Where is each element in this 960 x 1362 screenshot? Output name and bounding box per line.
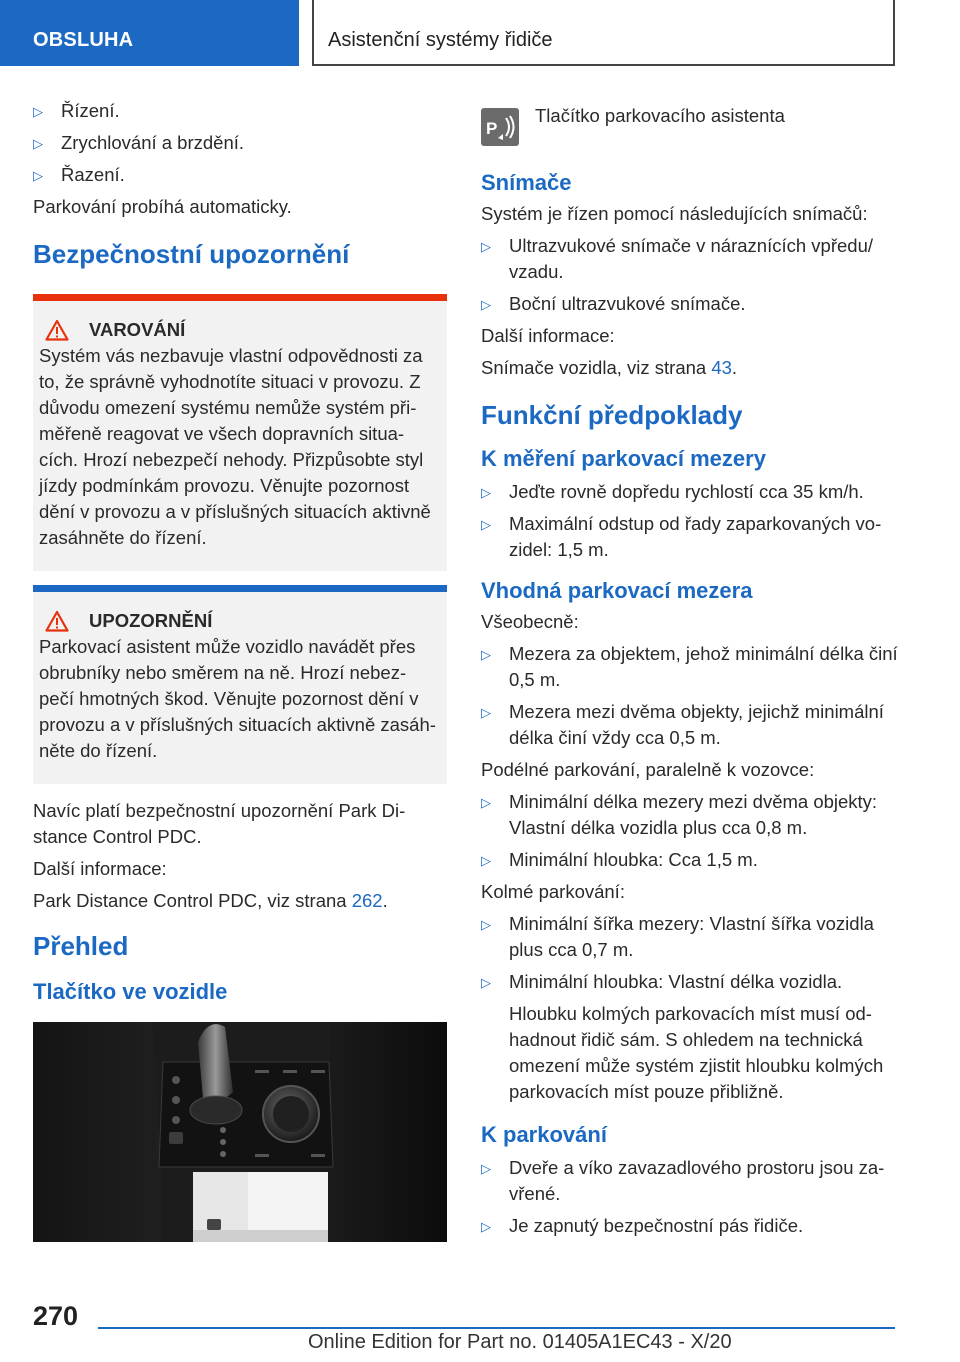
paragraph-parallel: Podélné parkování, paralelně k vozovce: (481, 759, 815, 780)
console-photo (33, 1022, 447, 1242)
paragraph-reference: Snímače vozidla, viz strana 43. (481, 357, 738, 378)
perpendicular-list (481, 911, 901, 995)
triangle-bullet-icon: ▷ (33, 168, 43, 183)
triangle-bullet-icon: ▷ (33, 104, 43, 119)
triangle-bullet-icon: ▷ (481, 1161, 491, 1176)
triangle-bullet-icon: ▷ (481, 647, 491, 662)
triangle-bullet-icon: ▷ (481, 975, 491, 990)
warning-triangle-icon (45, 610, 69, 632)
sensor-list (481, 233, 901, 317)
heading-functional: Funkční předpoklady (481, 400, 743, 430)
page-link-43[interactable]: 43 (711, 357, 732, 378)
paragraph-auto: Parkování probíhá automaticky. (33, 196, 292, 217)
list-item: ▷ Minimální hloubka: Vlastní délka vozidla. (481, 969, 901, 995)
paragraph-sensors: Systém je řízen pomocí následujících snímačů: (481, 203, 868, 224)
list-item: ▷ Minimální délka mezery mezi dvěma objekty: Vlastní délka vozidla plus cca 0,8 m. (481, 791, 878, 838)
triangle-bullet-icon: ▷ (481, 705, 491, 720)
notice-title: UPOZORNĚNÍ (39, 610, 439, 632)
notice-text: Parkovací asistent může vozidlo navádět přes obrubníky nebo směrem na ně. Hrozí nebez- pečí hmotných škod. Věnujte pozornost dění v provozu a v příslušných situacích aktivně zasáh- něte do řízení. (39, 636, 436, 761)
list-item: ▷ Minimální hloubka: Cca 1,5 m. (481, 847, 901, 873)
list-item: ▷ Mezera za objektem, jehož minimální délka činí 0,5 m. (481, 643, 898, 690)
paragraph-perpendicular-note: Hloubku kolmých parkovacích míst musí od- hadnout řidič sám. S ohledem na technická omezení může systém zjistit hloubku kolmých parkovacích míst pouze přibližně. (509, 1003, 884, 1102)
paragraph-more-info: Další informace: (481, 325, 615, 346)
edition-footer: Online Edition for Part no. 01405A1EC43 - X/20 (308, 1331, 732, 1353)
heading-button: Tlačítko ve vozidle (33, 979, 228, 1004)
list-item: ▷ Řízení. (33, 98, 447, 124)
button-caption: Tlačítko parkovacího asistenta (535, 105, 785, 126)
notice-box (33, 585, 447, 784)
parallel-list (481, 789, 901, 873)
page-number: 270 (33, 1301, 79, 1331)
page-link-262[interactable]: 262 (351, 890, 383, 911)
parking-assistant-button-icon (481, 108, 519, 146)
section-tab: OBSLUHA (0, 0, 299, 66)
button-caption-row (481, 96, 901, 146)
measure-list (481, 479, 901, 563)
triangle-bullet-icon: ▷ (33, 136, 43, 151)
heading-safety: Bezpečnostní upozornění (33, 239, 350, 269)
footer-divider (98, 1327, 895, 1329)
list-item: ▷ Dveře a víko zavazadlového prostoru jsou za- vřené. (481, 1157, 885, 1204)
paragraph-more-info: Další informace: (33, 858, 167, 879)
center-console-image (33, 1022, 447, 1242)
parking-list (481, 1155, 901, 1239)
list-item: ▷ Minimální šířka mezery: Vlastní šířka vozidla plus cca 0,7 m. (481, 913, 874, 960)
control-list (33, 98, 447, 188)
triangle-bullet-icon: ▷ (481, 517, 491, 532)
triangle-bullet-icon: ▷ (481, 917, 491, 932)
warning-box (33, 294, 447, 571)
warning-text: Systém vás nezbavuje vlastní odpovědnosti za to, že správně vyhodnotíte situaci v provozu. Z důvodu omezení systému nemůže systém při- měřeně reagovat ve všech dopravních situa- cích. Hrozí nebezpečí nehody. Přizpůsobte styl jízdy podmínkám provozu. Věnujte pozornost dění v provozu a v příslušných situacích aktivně zasáhněte do řízení. (39, 345, 431, 548)
triangle-bullet-icon: ▷ (481, 853, 491, 868)
heading-sensors: Snímače (481, 170, 572, 195)
warning-title: VAROVÁNÍ (39, 319, 439, 341)
list-item: ▷ Boční ultrazvukové snímače. (481, 291, 901, 317)
warning-triangle-icon (45, 319, 69, 341)
heading-overview: Přehled (33, 931, 129, 961)
heading-measure: K měření parkovací mezery (481, 446, 766, 471)
paragraph-reference: Park Distance Control PDC, viz strana 262. (33, 890, 388, 911)
paragraph-general: Všeobecně: (481, 611, 579, 632)
heading-suitable: Vhodná parkovací mezera (481, 578, 753, 603)
list-item: ▷ Řazení. (33, 162, 447, 188)
general-list (481, 641, 901, 751)
list-item: ▷ Maximální odstup od řady zaparkovaných vo- zidel: 1,5 m. (481, 513, 882, 560)
triangle-bullet-icon: ▷ (481, 297, 491, 312)
left-column (33, 98, 447, 1242)
svg-text:P: P (486, 119, 498, 138)
list-item: ▷ Zrychlování a brzdění. (33, 130, 447, 156)
triangle-bullet-icon: ▷ (481, 1219, 491, 1234)
heading-parking: K parkování (481, 1122, 607, 1147)
right-column (481, 98, 901, 1245)
list-item: ▷ Je zapnutý bezpečnostní pás řidiče. (481, 1213, 901, 1239)
paragraph-perpendicular: Kolmé parkování: (481, 881, 625, 902)
list-item: ▷ Mezera mezi dvěma objekty, jejichž minimální délka činí vždy cca 0,5 m. (481, 701, 884, 748)
paragraph-also: Navíc platí bezpečnostní upozornění Park Di- stance Control PDC. (33, 800, 406, 847)
triangle-bullet-icon: ▷ (481, 485, 491, 500)
chapter-title: Asistenční systémy řidiče (312, 0, 895, 66)
triangle-bullet-icon: ▷ (481, 239, 491, 254)
list-item: ▷ Jeďte rovně dopředu rychlostí cca 35 km/h. (481, 479, 901, 505)
list-item: ▷ Ultrazvukové snímače v náraznících vpředu/ vzadu. (481, 235, 873, 282)
triangle-bullet-icon: ▷ (481, 795, 491, 810)
